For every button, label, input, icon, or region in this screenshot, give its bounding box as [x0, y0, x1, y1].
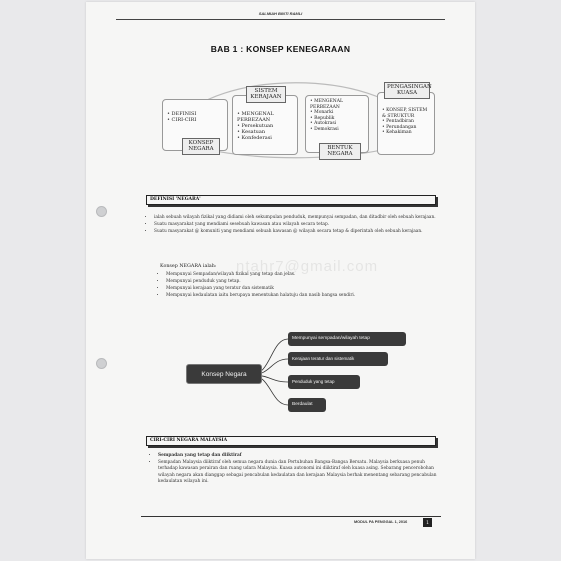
list-item: • Suatu masyarakat @ komuniti yang mendiami sebuah kawasan @ wilayah secara tetap & diperintah oleh sebuah kerajaan. [154, 228, 444, 235]
header-rule [116, 19, 445, 20]
concept-item: • DEFINISI [167, 111, 197, 117]
list-item: • ialah sebuah wilayah fizikal yang didiami oleh sekumpulan penduduk, mempunyai sempadan, dan ditadbir oleh sebuah kerajaan. [154, 214, 444, 221]
footer-label: MODUL PA PENGGAL 1, 2016 [354, 520, 408, 524]
list-item: • Mempunyai penduduk yang tetap. [166, 278, 436, 285]
concept-box-sistem-kerajaan: • MENGENAL PERBEZAAN • Persekutuan • Kesatuan • Konfederasi [232, 95, 298, 155]
section-heading-definisi: DEFINISI 'NEGARA' [146, 195, 436, 205]
concept-item: • CIRI-CIRI [167, 117, 197, 123]
concept-tag-bentuk-negara: BENTUK NEGARA [319, 143, 361, 160]
watermark: ntahr7@gmail.com [236, 258, 379, 275]
mindmap-branch: Penduduk yang tetap [288, 375, 360, 389]
concept-tag-pengasingan-kuasa: PENGASINGAN KUASA [384, 82, 430, 99]
concept-box-bentuk-negara: • MENGENAL PERBEZAAN • Monarki • Republik • Autokrasi • Demokrasi [305, 95, 369, 153]
definition-list [144, 214, 444, 235]
list-item: • Mempunyai kedaulatan iaitu berupaya menentukan halatuju dan nasib bangsa sendiri. [166, 292, 436, 299]
concept-subheading: Konsep NEGARA ialah: [160, 264, 217, 269]
footer-rule [141, 516, 441, 517]
page-number: 1 [423, 518, 432, 527]
mindmap-branch: Mempunyai sempadan/wilayah tetap [288, 332, 406, 346]
mindmap-center: Konsep Negara [186, 364, 262, 384]
concept-box-pengasingan-kuasa: • KONSEP, SISTEM & STRUKTUR • Pentadbiran • Perundangan • Kehakiman [377, 92, 435, 155]
list-item: • Sempadan Malaysia diiktiraf oleh semua negara dunia dan Pertubuhan Bangsa-Bangsa Bersatu. Malaysia berkuasa penuh terhadap kawasan perairan dan ruang udara Malaysia. Kuasa autonomi ini diiktiraf oleh kuasa asing. Sebarang pencerobohan wilayah negara akan dianggap sebagai pencabulan kedaulatan dan kerajaan Malaysia berhak menentang sebarang pencabulan kedaulatan wilayah ini. [158, 460, 444, 486]
ciri-ciri-list [148, 453, 444, 486]
punch-hole [96, 358, 107, 369]
list-item: • Sempadan yang tetap dan diiktiraf [158, 453, 444, 460]
list-item: • Mempunyai kerajaan yang teratur dan sistematik [166, 285, 436, 292]
punch-hole [96, 206, 107, 217]
concept-list [156, 271, 436, 299]
list-item: • Mempunyai Sempadan/wilayah fizikal yang tetap dan jelas. [166, 271, 436, 278]
mindmap-branch: Kerajaan teratur dan sistematik [288, 352, 388, 366]
concept-tag-negara: KONSEP NEGARA [182, 138, 220, 155]
section-heading-ciri-ciri: CIRI-CIRI NEGARA MALAYSIA [146, 436, 436, 446]
page-title: BAB 1 : KONSEP KENEGARAAN [210, 44, 351, 54]
list-item: • Suatu masyarakat yang mendiami sesebuah kawasan atau wilayah secara tetap. [154, 221, 444, 228]
mindmap-branch: Berdaulat [288, 398, 326, 412]
document-page [86, 2, 475, 559]
header-author: SALMIAH BINTI RAMLI [258, 11, 303, 16]
concept-tag-sistem-kerajaan: SISTEM KERAJAAN [246, 86, 286, 103]
